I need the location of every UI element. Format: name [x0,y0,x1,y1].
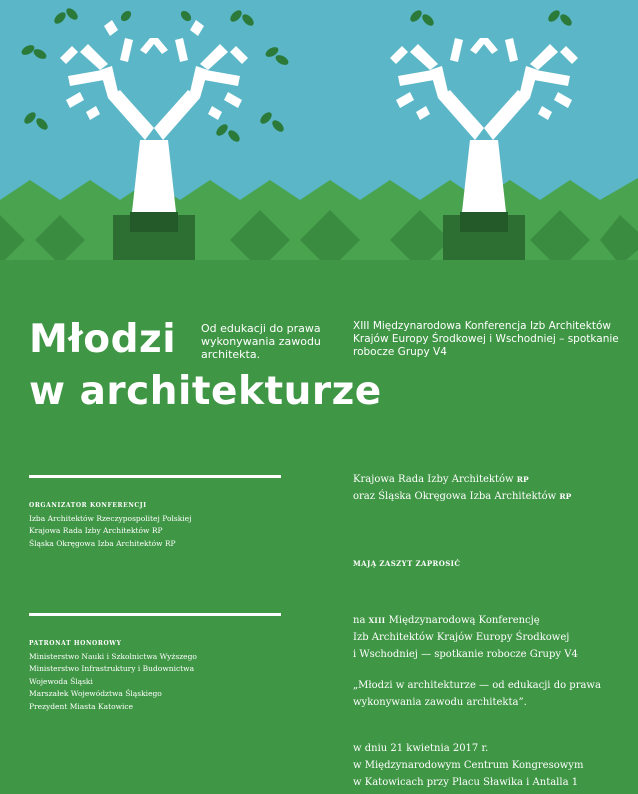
event-line-2: Izb Architektów Krajów Europy Środkowej [353,632,570,643]
quote-line-2: wykonywania zawodu architekta”. [353,697,527,708]
divider-patronage [29,613,281,616]
title-line-1: Młodzi [29,317,177,362]
divider-organizer [29,475,281,478]
invite-block [353,555,633,572]
date-venue-block [353,740,633,791]
date-line: w dniu 21 kwietnia 2017 r. [353,743,489,754]
quote-line-1: „Młodzi w architekturze — od edukacji do prawa [353,680,601,691]
quote-block [353,677,633,711]
organizer-heading: ORGANIZATOR KONFERENCJI [29,502,147,509]
organizer-item: Krajowa Rada Izby Architektów RP [29,526,163,535]
conference-title: XIII Międzynarodowa Konferencja Izb Architektów Krajów Europy Środkowej i Wschodniej – spotkanie robocze Grupy V4 [353,320,619,358]
patronage-heading: PATRONAT HONOROWY [29,640,122,647]
event-line-3: i Wschodniej — spotkanie robocze Grupy V4 [353,649,578,660]
patronage-item: Ministerstwo Infrastruktury i Budownictwa [29,664,195,673]
patronage-item: Ministerstwo Nauki i Szkolnictwa Wyższego [29,651,197,661]
venue-line-2: w Katowicach przy Placu Sławika i Antalla 1 [353,777,579,788]
organizer-item: Śląska Okręgowa Izba Architektów RP [29,538,176,548]
hosts-line-1: Krajowa Rada Izby Architektów RP [353,474,529,485]
organizer-item: Izba Architektów Rzeczypospolitej Polskiej [29,513,192,523]
hosts-line-2: oraz Śląska Okręgowa Izba Architektów RP [353,491,572,502]
event-block [353,612,633,663]
illustration-header [0,0,638,300]
hosts-block [353,471,633,505]
venue-line-1: w Międzynarodowym Centrum Kongresowym [353,760,584,771]
patronage-item: Marszałek Województwa Śląskiego [29,689,162,698]
patronage-item: Wojewoda Śląski [29,676,93,686]
subtitle: Od edukacji do prawa wykonywania zawodu architekta. [201,322,321,361]
organizer-block [29,500,191,550]
patronage-item: Prezydent Miasta Katowice [29,701,134,711]
event-line-1: na XIII Międzynarodową Konferencję [353,615,540,626]
patronage-block [29,638,197,713]
title-line-2: w architekturze [29,369,382,414]
invite-text: MAJĄ ZASZYT ZAPROSIĆ [353,559,461,568]
